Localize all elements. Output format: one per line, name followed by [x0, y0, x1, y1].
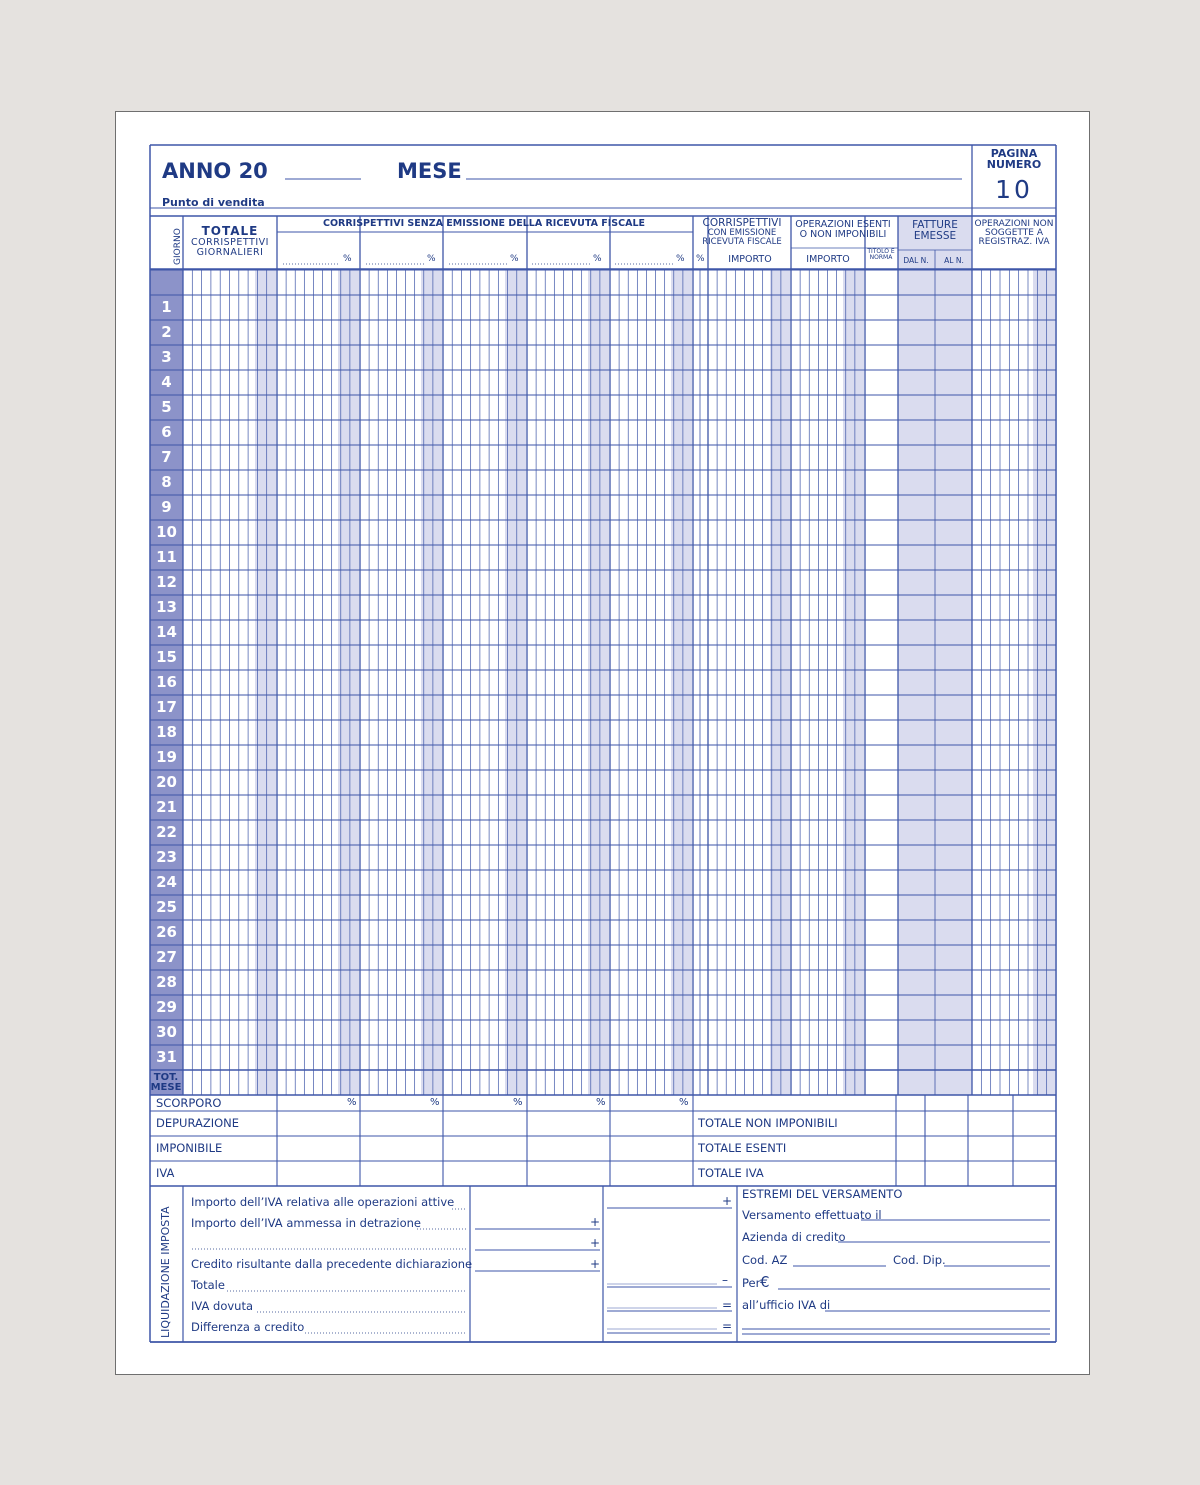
depurazione-label: DEPURAZIONE — [156, 1116, 240, 1130]
day-number: 18 — [156, 723, 177, 741]
day-number: 7 — [161, 448, 172, 466]
mese-label: MESE — [397, 159, 462, 183]
day-number: 27 — [156, 948, 177, 966]
percent-slot: % — [593, 254, 602, 264]
sign-minus: – — [722, 1273, 728, 1287]
punto-vendita-label: Punto di vendita — [162, 196, 265, 209]
scorporo-pct: % — [513, 1097, 523, 1108]
senza-emissione-header: CORRISPETTIVI SENZA EMISSIONE DELLA RICEVUTA FISCALE — [323, 218, 645, 229]
cod-dip-label: Cod. Dip. — [893, 1253, 946, 1267]
totale-esenti-label: TOTALE ESENTI — [698, 1141, 787, 1155]
sign-plus: + — [590, 1215, 601, 1229]
day-number: 14 — [156, 623, 177, 641]
day-number: 28 — [156, 973, 177, 991]
titolo-norma-header: TITOLO E NORMA — [867, 248, 895, 262]
page-number: 10 — [995, 175, 1033, 204]
corrispettivi-giornalieri-header: CORRISPETTIVI GIORNALIERI — [191, 237, 269, 258]
percent-slot: % — [343, 254, 352, 264]
versamento-title: ESTREMI DEL VERSAMENTO — [742, 1187, 903, 1201]
percent-slot: % — [510, 254, 519, 264]
sign-plus: + — [722, 1194, 733, 1208]
day-number: 17 — [156, 698, 177, 716]
fatture-emesse-header: FATTURE EMESSE — [912, 219, 958, 242]
day-number: 30 — [156, 1023, 177, 1041]
pagina-numero-label: PAGINA NUMERO — [986, 147, 1042, 172]
scorporo-pct: % — [679, 1097, 689, 1108]
importo-header: IMPORTO — [728, 254, 772, 265]
percent-slot: % — [427, 254, 436, 264]
totale-non-imponibili-label: TOTALE NON IMPONIBILI — [698, 1116, 838, 1130]
day-number: 24 — [156, 873, 177, 891]
sign-equals: = — [722, 1319, 733, 1333]
tot-mese-label: TOT. MESE — [150, 1072, 182, 1094]
scorporo-label: SCORPORO — [156, 1096, 222, 1110]
day-number: 26 — [156, 923, 177, 941]
azienda-credito-label: Azienda di credito — [742, 1230, 846, 1244]
ufficio-iva-label: all’ufficio IVA di — [742, 1298, 831, 1312]
day-number: 8 — [161, 473, 172, 491]
liq-line: Importo dell’IVA relativa alle operazioni attive — [191, 1195, 455, 1209]
percent-slot: % — [676, 254, 685, 264]
scorporo-pct: % — [347, 1097, 357, 1108]
day-number: 4 — [161, 373, 172, 391]
versamento-effettuato-label: Versamento effettuato il — [742, 1208, 882, 1222]
totale-header: TOTALE — [201, 224, 259, 238]
giorno-header: GIORNO — [173, 228, 183, 265]
scorporo-pct: % — [430, 1097, 440, 1108]
day-number: 13 — [156, 598, 177, 616]
sign-equals: = — [722, 1298, 733, 1312]
euro-icon: € — [760, 1273, 770, 1291]
liquidazione-title: LIQUIDAZIONE IMPOSTA — [159, 1206, 172, 1338]
day-number: 23 — [156, 848, 177, 866]
imponibile-label: IMPONIBILE — [156, 1141, 223, 1155]
day-number: 11 — [156, 548, 177, 566]
con-emissione-sub: CON EMISSIONE RICEVUTA FISCALE — [702, 228, 782, 247]
day-number: 31 — [156, 1048, 177, 1066]
day-number: 3 — [161, 348, 172, 366]
day-number: 6 — [161, 423, 172, 441]
liq-line: Importo dell’IVA ammessa in detrazione — [191, 1216, 421, 1230]
con-emissione-pct: % — [696, 254, 705, 264]
iva-label: IVA — [156, 1166, 175, 1180]
liq-line: Differenza a credito — [191, 1320, 305, 1334]
day-number: 21 — [156, 798, 177, 816]
sign-plus: + — [590, 1236, 601, 1250]
liq-line: IVA dovuta — [191, 1299, 254, 1313]
esenti-importo-header: IMPORTO — [806, 254, 850, 265]
scorporo-pct: % — [596, 1097, 606, 1108]
per-label: Per — [742, 1276, 761, 1290]
day-number: 10 — [156, 523, 177, 541]
con-emissione-title: CORRISPETTIVI — [702, 217, 782, 229]
totale-iva-label: TOTALE IVA — [698, 1166, 764, 1180]
day-number: 22 — [156, 823, 177, 841]
day-number: 9 — [161, 498, 172, 516]
day-number: 2 — [161, 323, 172, 341]
al-n-header: AL N. — [944, 256, 964, 265]
anno-label: ANNO 20 — [162, 159, 268, 183]
day-number: 16 — [156, 673, 177, 691]
liq-line: Credito risultante dalla precedente dichiarazione — [191, 1257, 473, 1271]
day-number: 1 — [161, 298, 172, 316]
cod-az-label: Cod. AZ — [742, 1253, 788, 1267]
day-number: 19 — [156, 748, 177, 766]
esenti-header: OPERAZIONI ESENTI O NON IMPONIBILI — [795, 219, 891, 240]
liq-line: Totale — [191, 1278, 225, 1292]
day-number: 20 — [156, 773, 177, 791]
sign-plus: + — [590, 1257, 601, 1271]
non-soggette-header: OPERAZIONI NON SOGGETTE A REGISTRAZ. IVA — [974, 219, 1054, 248]
day-number: 5 — [161, 398, 172, 416]
day-number: 29 — [156, 998, 177, 1016]
day-number: 25 — [156, 898, 177, 916]
dal-n-header: DAL N. — [903, 256, 929, 265]
day-number: 12 — [156, 573, 177, 591]
day-number: 15 — [156, 648, 177, 666]
